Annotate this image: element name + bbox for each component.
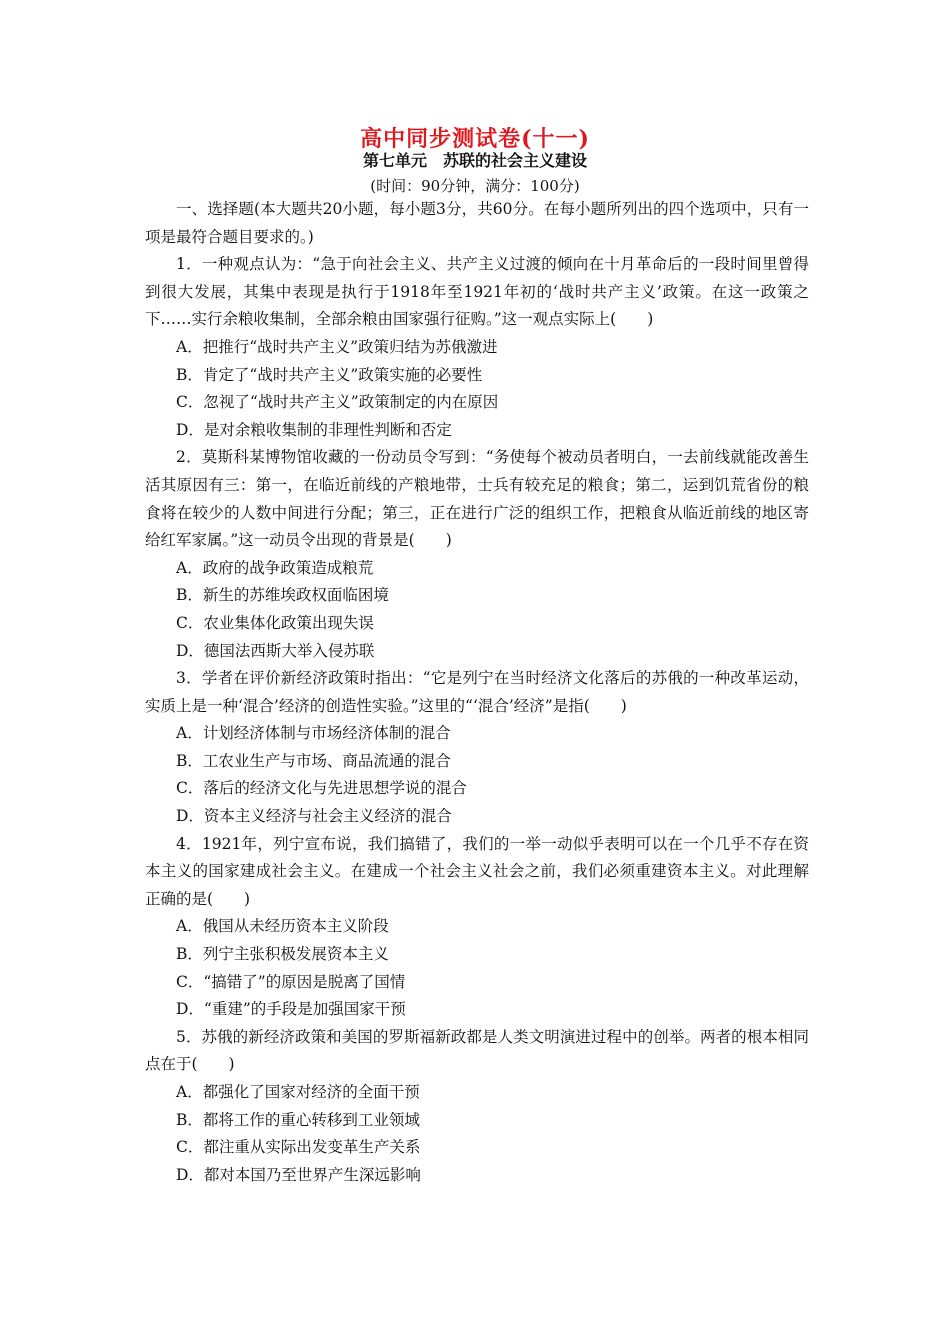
- option-c: C．忽视了“战时共产主义”政策制定的内在原因: [176, 393, 499, 412]
- question-3: [145, 665, 809, 831]
- question-stem: 4．1921年，列宁宣布说，我们搞错了，我们的一举一动似乎表明可以在一个几乎不存在资本主义的国家建成社会主义。在建成一个社会主义社会之前，我们必须重建资本主义。对此理解正确的是( ): [145, 834, 809, 908]
- option-d: D．资本主义经济与社会主义经济的混合: [176, 807, 452, 826]
- exam-content: [145, 196, 809, 1189]
- question-1: [145, 251, 809, 444]
- option-b: B．肯定了“战时共产主义”政策实施的必要性: [176, 365, 483, 384]
- option-a: A．俄国从未经历资本主义阶段: [176, 917, 389, 936]
- question-stem: 1．一种观点认为：“急于向社会主义、共产主义过渡的倾向在十月革命后的一段时间里曾得到很大发展，其集中表现是执行于1918年至1921年初的‘战时共产主义’政策。在这一政策之下……实行余粮收集制，全部余粮由国家强行征购。”这一观点实际上( ): [145, 255, 809, 329]
- question-stem: 3．学者在评价新经济政策时指出：“它是列宁在当时经济文化落后的苏俄的一种改革运动，实质上是一种‘混合’经济的创造性实验。”这里的“‘混合’经济”是指( ): [145, 669, 809, 715]
- option-a: A．把推行“战时共产主义”政策归结为苏俄激进: [176, 337, 498, 356]
- exam-title: 高中同步测试卷(十一): [360, 126, 590, 152]
- option-c: C．“搞错了”的原因是脱离了国情: [176, 972, 406, 991]
- option-a: A．都强化了国家对经济的全面干预: [176, 1083, 420, 1101]
- option-c: C．都注重从实际出发变革生产关系: [176, 1138, 421, 1157]
- option-b: B．新生的苏维埃政权面临困境: [176, 586, 389, 605]
- question-2: [145, 444, 809, 665]
- option-b: B．都将工作的重心转移到工业领域: [176, 1110, 420, 1129]
- question-4: [145, 831, 809, 1024]
- option-d: D．是对余粮收集制的非理性判断和否定: [176, 420, 452, 439]
- question-stem: 2．莫斯科某博物馆收藏的一份动员令写到：“务使每个被动员者明白，一去前线就能改善生活其原因有三：第一，在临近前线的产粮地带，士兵有较充足的粮食；第二，运到饥荒省份的粮食将在较少的人数中间进行分配；第三，正在进行广泛的组织工作，把粮食从临近前线的地区寄给红军家属。”这一动员令出现的背景是( ): [145, 448, 809, 550]
- option-a: A．计划经济体制与市场经济体制的混合: [176, 724, 451, 743]
- option-d: D．德国法西斯大举入侵苏联: [176, 641, 375, 660]
- option-c: C．农业集体化政策出现失误: [176, 613, 374, 632]
- unit-subtitle: 第七单元 苏联的社会主义建设: [362, 151, 587, 170]
- option-d: D．都对本国乃至世界产生深远影响: [176, 1165, 421, 1184]
- section-instructions: 一、选择题(本大题共20小题，每小题3分，共60分。在每小题所列出的四个选项中，只有一项是最符合题目要求的。): [145, 200, 809, 246]
- option-c: C．落后的经济文化与先进思想学说的混合: [176, 779, 467, 798]
- option-b: B．工农业生产与市场、商品流通的混合: [176, 751, 451, 770]
- option-d: D．“重建”的手段是加强国家干预: [176, 1000, 406, 1019]
- question-5: [145, 1024, 809, 1190]
- option-b: B．列宁主张积极发展资本主义: [176, 945, 389, 964]
- question-stem: 5．苏俄的新经济政策和美国的罗斯福新政都是人类文明演进过程中的创举。两者的根本相同点在于( ): [145, 1027, 809, 1074]
- time-info: (时间：90分钟，满分：100分): [370, 177, 580, 195]
- option-a: A．政府的战争政策造成粮荒: [176, 558, 374, 577]
